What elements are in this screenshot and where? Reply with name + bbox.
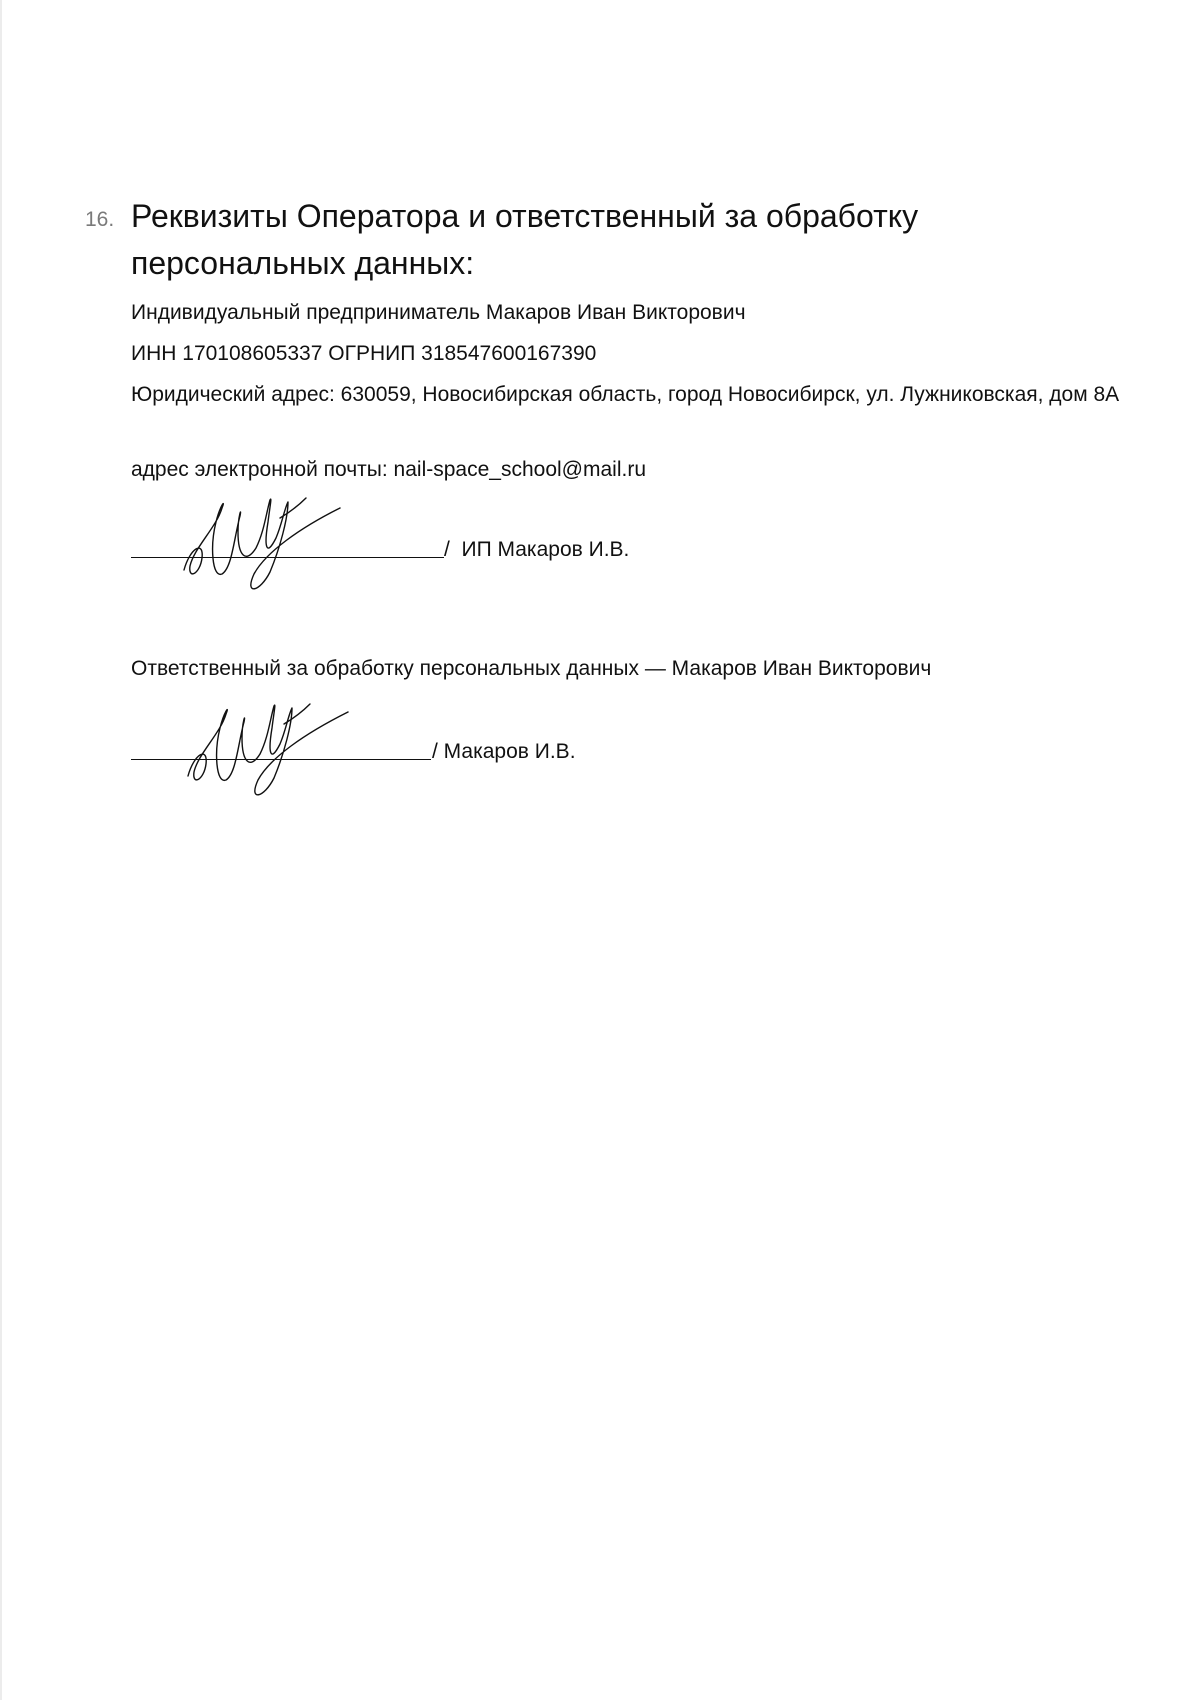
signature-caption-operator: / ИП Макаров И.В. (444, 538, 630, 561)
operator-email-line: адрес электронной почты: nail-space_school@mail.ru (131, 458, 646, 481)
section-number: 16. (85, 208, 115, 231)
section-title: Реквизиты Оператора и ответственный за обработку персональных данных: (131, 198, 919, 281)
page-edge (0, 0, 2, 1700)
signature-caption-responsible: / Макаров И.В. (432, 740, 576, 763)
operator-name-line: Индивидуальный предприниматель Макаров Иван Викторович (131, 301, 746, 324)
operator-address-line: Юридический адрес: 630059, Новосибирская область, город Новосибирск, ул. Лужниковская, дом 8А (131, 383, 1120, 406)
responsible-person-line: Ответственный за обработку персональных данных — Макаров Иван Викторович (131, 657, 932, 680)
handwritten-signature-operator (180, 488, 360, 600)
operator-ids-line: ИНН 170108605337 ОГРНИП 318547600167390 (131, 342, 597, 365)
handwritten-signature-responsible (184, 692, 364, 804)
